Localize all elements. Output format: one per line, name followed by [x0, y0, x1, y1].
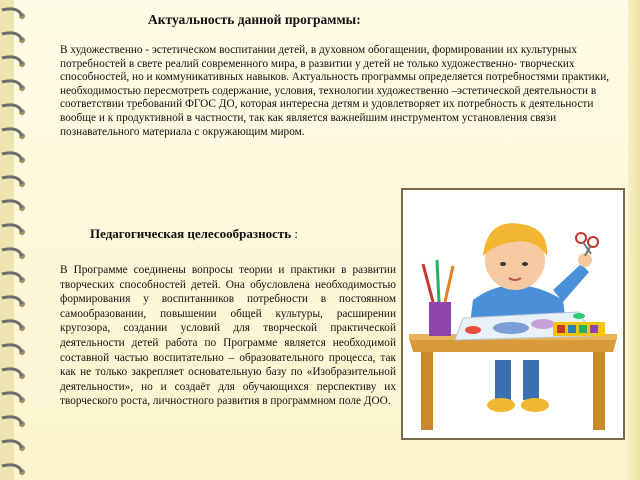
- shoe-left: [487, 398, 515, 412]
- pedagogical-paragraph: В Программе соединены вопросы теории и практики в развитии творческих способностей детей. Она обусловлена необходимостью формирования у воспитанников потребности в постоянном самообразовании, повышении общей культуры, расширении кругозора, создании условий для творческой практической деятельности детей работа по Программе является необходимой составной частью воспитательно – образовательного процесса, так как не только закрепляет основательную базу по «Изобразительной деятельности», но и создаёт для обучающихся перспективу их творческого роста, личностного развития в программном поле ДОО.: [60, 264, 396, 408]
- section-title-relevance: Актуальность данной программы:: [148, 12, 361, 27]
- brush-cup: [429, 302, 451, 336]
- section-title-pedagogical-expediency: [90, 226, 298, 242]
- table-leg-right: [593, 350, 605, 430]
- relevance-paragraph: В художественно - эстетическом воспитании детей, в духовном обогащении, формировании их культурных потребностей в свете реалий современного мира, в развитии у детей не только художественно- творческих способностей, но и коммуникативных навыков. Актуальность программы определяется потребностями практики, необходимостью пересмотреть содержание, условия, технологии художественно –эстетической деятельности в соответствии требований ФГОС ДО, которая интересна детям и удовлетворяет их потребность к деятельности вообще и к продуктивной в частности, так как является важнейшим инструментом установления связи познавательного материала с окружающим миром.: [60, 44, 610, 138]
- child-drawing-illustration: [401, 188, 625, 440]
- table-top: [409, 338, 617, 352]
- page-edge: [628, 0, 640, 480]
- table-leg-left: [421, 350, 433, 430]
- pedagogical-title-text: Педагогическая целесообразность: [90, 226, 292, 241]
- scissors-icon: [576, 233, 598, 256]
- spiral-binding: [0, 0, 40, 480]
- shoe-right: [521, 398, 549, 412]
- pedagogical-title-colon: :: [291, 226, 298, 241]
